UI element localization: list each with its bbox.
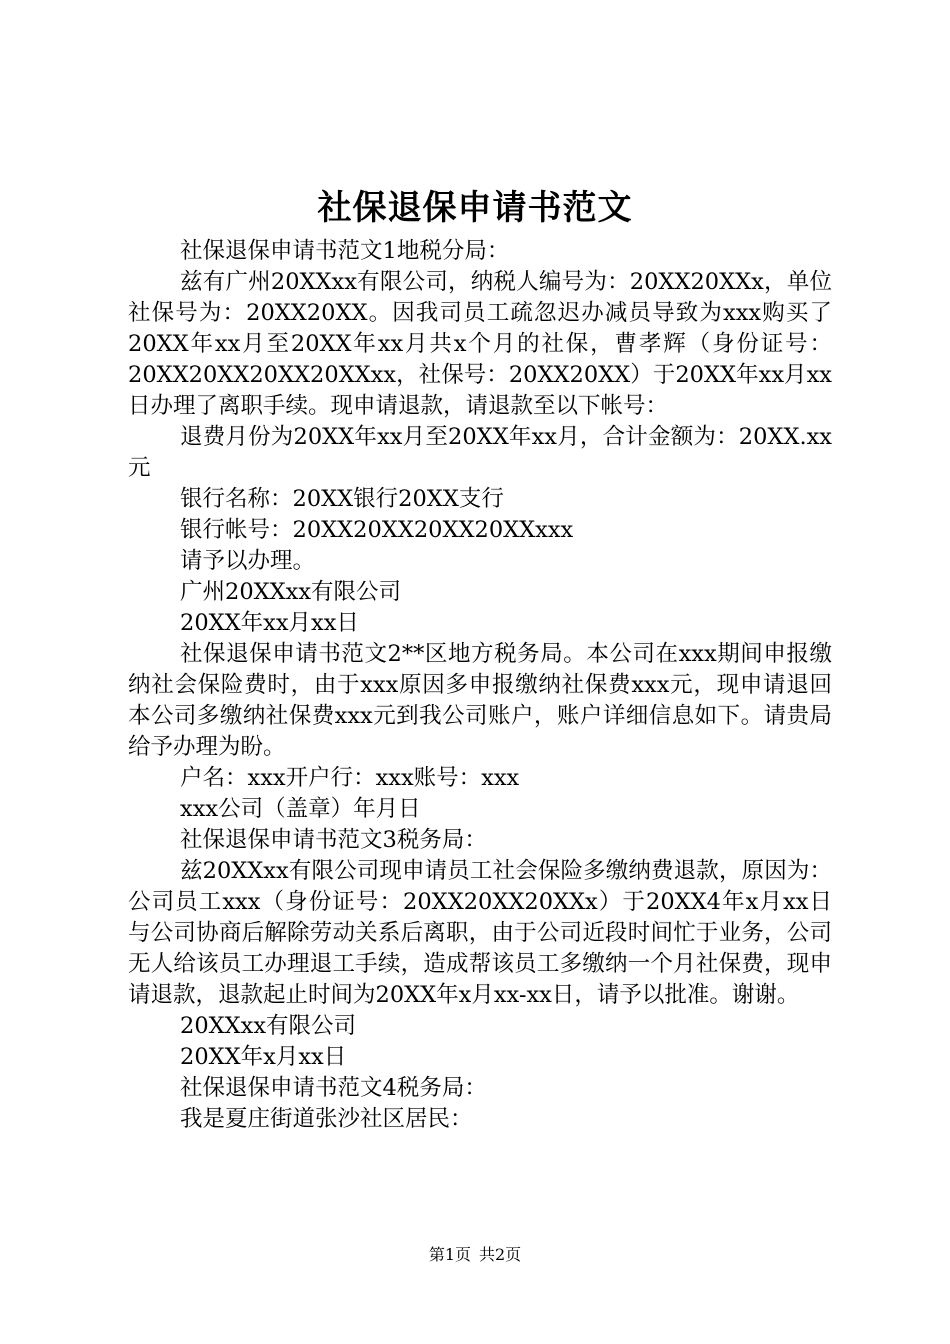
paragraph: 户名：xxx开户行：xxx账号：xxx [180,765,520,791]
paragraph: 请予以办理。 [180,548,316,574]
paragraph: 兹20XXxx有限公司现申请员工社会保险多缴纳费退款，原因为：公司员工xxx（身份证号：20XX20XX20XXx）于20XX4年x月xx日与公司协商后解除劳动关系后离职，由于公司近段时间忙于业务，公司无人给该员工办理退工手续，造成帮该员工多缴纳一个月社保费，现申请退款，退款起止时间为20XX年x月xx-xx日，请予以批准。谢谢。 [128,858,832,1008]
paragraph: 20XX年x月xx日 [180,1044,347,1070]
paragraph: 广州20XXxx有限公司 [180,579,402,605]
paragraph: 银行名称：20XX银行20XX支行 [180,486,504,512]
paragraph: 退费月份为20XX年xx月至20XX年xx月，合计金额为：20XX.xx元 [128,424,832,481]
paragraph: 社保退保申请书范文2**区地方税务局。本公司在xxx期间申报缴纳社会保险费时，由于xxx原因多申报缴纳社保费xxx元，现申请退回本公司多缴纳社保费xxx元到我公司账户，账户详细信息如下。请贵局给予办理为盼。 [128,641,832,760]
document-title: 社保退保申请书范文 [317,188,633,228]
paragraph: 社保退保申请书范文3税务局： [180,827,487,853]
paragraph: 社保退保申请书范文4税务局： [180,1075,487,1101]
document-body [128,236,832,1135]
page-total: 共2页 [479,1245,522,1264]
paragraph: 我是夏庄街道张沙社区居民： [180,1106,473,1132]
paragraph: 银行帐号：20XX20XX20XX20XXxxx [180,517,574,543]
paragraph: 20XX年xx月xx日 [180,610,359,636]
page-footer [0,1244,950,1266]
paragraph: 社保退保申请书范文1地税分局： [180,238,510,264]
paragraph: xxx公司（盖章）年月日 [180,796,421,822]
paragraph: 兹有广州20XXxx有限公司，纳税人编号为：20XX20XXx，单位社保号为：20XX20XX。因我司员工疏忽迟办减员导致为xxx购买了20XX年xx月至20XX年xx月共x个月的社保，曹孝辉（身份证号：20XX20XX20XX20XXxx，社保号：20XX20XX）于20XX年xx月xx日办理了离职手续。现申请退款，请退款至以下帐号： [128,269,832,419]
page-number: 第1页 [428,1245,471,1264]
paragraph: 20XXxx有限公司 [180,1013,357,1039]
